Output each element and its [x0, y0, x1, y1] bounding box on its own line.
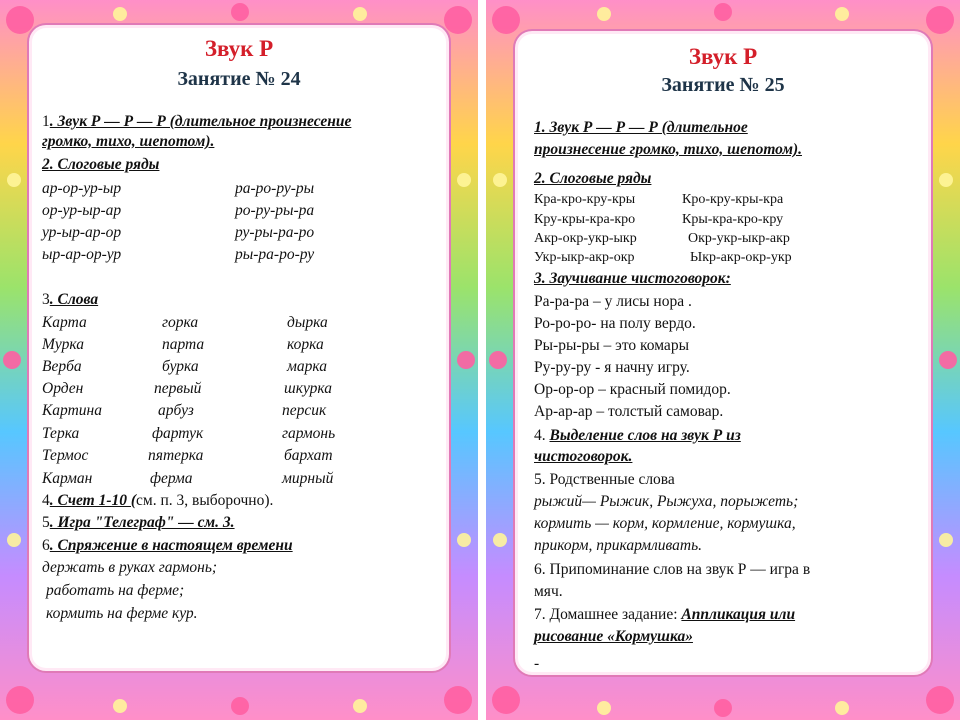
left-subtitle: Занятие № 24 [177, 68, 301, 90]
left-lesson-sheet [0, 0, 478, 720]
left-section-6-heading: 6. Спряжение в настоящем времени [42, 537, 293, 554]
left-word: арбуз [158, 402, 194, 419]
left-section-2-heading: 2. Слоговые ряды [42, 156, 160, 173]
right-syllable-row: Кра-кро-кру-кры [534, 192, 636, 207]
right-tongue-twister: Ра-ра-ра – у лисы нора . [534, 293, 692, 310]
left-word: шкурка [284, 380, 332, 397]
left-word: дырка [287, 314, 328, 331]
right-tongue-twister: Ор-ор-ор – красный помидор. [534, 381, 731, 398]
left-word: мирный [282, 470, 334, 487]
left-text-panel [32, 28, 446, 668]
right-syllable-row: Ыкр-акр-окр-укр [690, 250, 792, 265]
left-section-4: 4. Счет 1-10 (см. п. 3, выборочно). [42, 492, 274, 509]
left-conjugation-line: работать на ферме; [46, 582, 185, 599]
right-syllable-row: Кро-кру-кры-кра [682, 192, 784, 207]
right-section-5-heading: 5. Родственные слова [534, 471, 675, 488]
right-section-7-line-1: 7. Домашнее задание: Аппликация или [534, 606, 796, 623]
right-related-words: прикорм, прикармливать. [534, 537, 703, 554]
right-section-4-line-1: 4. Выделение слов на звук Р из [534, 427, 741, 444]
right-section-4-line-2: чистоговорок. [534, 448, 633, 465]
right-related-words: кормить — корм, кормление, кормушка, [534, 515, 796, 532]
right-lesson-sheet [486, 0, 960, 720]
right-text-panel [518, 34, 928, 672]
left-syllable-row: ра-ро-ру-ры [235, 180, 315, 197]
left-syllable-row: ро-ру-ры-ра [235, 202, 315, 219]
left-word: Карта [42, 314, 87, 331]
right-section-1-line-1: 1. Звук Р — Р — Р (длительное [534, 119, 748, 136]
left-section-5: 5. Игра "Телеграф" — см. 3. [42, 514, 235, 531]
left-word: ферма [150, 470, 193, 487]
right-trailing-dash: - [534, 655, 540, 672]
right-section-6-line-1: 6. Припоминание слов на звук Р — игра в [534, 561, 811, 578]
left-word: гармонь [282, 425, 336, 442]
left-word: Терка [42, 425, 80, 442]
right-syllable-row: Укр-ыкр-акр-окр [534, 250, 635, 265]
left-word: бурка [162, 358, 199, 375]
right-syllable-row: Кры-кра-кро-кру [682, 212, 784, 227]
left-word: персик [282, 402, 327, 419]
left-section-1-line-2: громко, тихо, шепотом). [42, 133, 215, 150]
left-conjugation-line: держать в руках гармонь; [42, 559, 218, 576]
left-word: Термос [42, 447, 89, 464]
right-section-7-line-2: рисование «Кормушка» [534, 628, 693, 645]
left-word: горка [162, 314, 199, 331]
right-section-3-heading: 3. Заучивание чистоговорок: [534, 270, 731, 287]
left-syllable-row: ар-ор-ур-ыр [42, 180, 122, 197]
left-conjugation-line: кормить на ферме кур. [46, 605, 198, 622]
left-syllable-row: ры-ра-ро-ру [235, 246, 315, 263]
left-word: корка [287, 336, 324, 353]
left-word: марка [287, 358, 328, 375]
left-syllable-row: ор-ур-ыр-ар [42, 202, 122, 219]
left-word: фартук [152, 425, 204, 442]
left-word: Орден [42, 380, 84, 397]
right-title: Звук Р [688, 44, 758, 69]
right-syllable-row: Окр-укр-ыкр-акр [688, 231, 790, 246]
right-tongue-twister: Ры-ры-ры – это комары [534, 337, 689, 354]
left-word: Карман [42, 470, 93, 487]
right-syllable-row: Кру-кры-кра-кро [534, 212, 636, 227]
left-section-1-line-1: 1. Звук Р — Р — Р (длительное произнесение [42, 113, 352, 130]
right-section-1-line-2: произнесение громко, тихо, шепотом). [534, 141, 802, 158]
right-section-6-line-2: мяч. [534, 583, 563, 600]
left-word: Верба [42, 358, 82, 375]
right-subtitle: Занятие № 25 [661, 74, 785, 96]
left-title: Звук Р [204, 36, 274, 61]
right-related-words: рыжий— Рыжик, Рыжуха, порыжеть; [534, 493, 799, 510]
left-word: пятерка [148, 447, 204, 464]
right-tongue-twister: Ру-ру-ру - я начну игру. [534, 359, 690, 376]
left-word: бархат [284, 447, 333, 464]
left-word: Картина [42, 402, 102, 419]
left-word: парта [162, 336, 205, 353]
left-word: Мурка [42, 336, 84, 353]
right-tongue-twister: Ар-ар-ар – толстый самовар. [534, 403, 724, 420]
left-syllable-row: ур-ыр-ар-ор [42, 224, 122, 241]
right-syllable-row: Акр-окр-укр-ыкр [534, 231, 637, 246]
left-word: первый [154, 380, 202, 397]
right-section-2-heading: 2. Слоговые ряды [534, 170, 652, 187]
left-syllable-row: ыр-ар-ор-ур [42, 246, 122, 263]
left-syllable-row: ру-ры-ра-ро [235, 224, 315, 241]
right-tongue-twister: Ро-ро-ро- на полу вердо. [534, 315, 696, 332]
left-section-3-heading: 3. Слова [42, 291, 99, 308]
